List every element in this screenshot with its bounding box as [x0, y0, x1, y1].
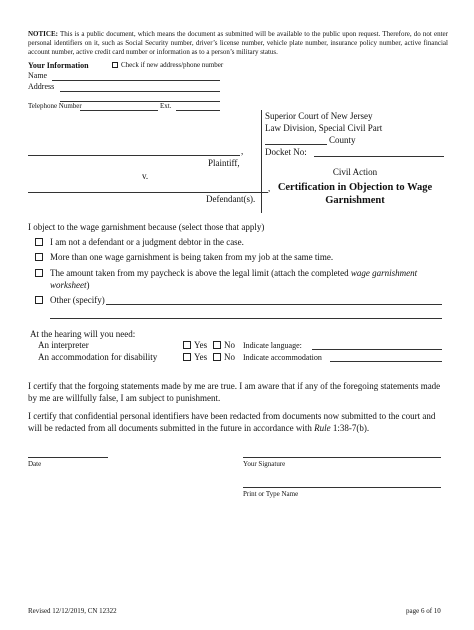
plaintiff-name-field[interactable] [28, 155, 240, 156]
objection-option-3-line2 [50, 280, 90, 291]
telephone-field[interactable] [80, 110, 158, 111]
court-division: Law Division, Special Civil Part [265, 123, 383, 133]
certify-rule-number: 1:38-7(b). [332, 423, 370, 433]
accommodation-yes-label: Yes [194, 352, 208, 362]
address-field-2[interactable] [60, 101, 220, 102]
date-label: Date [28, 460, 42, 468]
caption-divider [261, 110, 262, 213]
objection-option-1: I am not a defendant or a judgment debtor in the case. [50, 237, 244, 247]
telephone-label: Telephone Number [28, 102, 82, 110]
court-name: Superior Court of New Jersey [265, 111, 373, 121]
accommodation-label: An accommodation for disability [38, 352, 158, 362]
interpreter-yes-label: Yes [194, 340, 208, 350]
form-title-line2: Garnishment [325, 195, 385, 206]
notice-paragraph [28, 30, 448, 57]
county-label: County [329, 135, 356, 145]
accommodation-field[interactable] [330, 361, 442, 362]
new-address-checkbox[interactable] [112, 62, 118, 68]
language-label: Indicate language: [243, 341, 302, 350]
language-field[interactable] [312, 349, 442, 350]
notice-label: NOTICE: [28, 30, 58, 38]
hearing-intro: At the hearing will you need: [30, 329, 136, 339]
interpreter-no-label: No [224, 340, 235, 350]
date-field[interactable] [28, 457, 108, 458]
accommodation-yes-checkbox[interactable] [183, 353, 191, 361]
accommodation-no-label: No [224, 352, 235, 362]
objection-checkbox-1[interactable] [35, 238, 43, 246]
name-label: Name [28, 71, 48, 80]
county-field[interactable] [265, 144, 327, 145]
accommodation-indicate-label: Indicate accommodation [243, 353, 322, 362]
print-name-field[interactable] [243, 487, 441, 488]
objection-option-4: Other (specify) [50, 295, 105, 305]
certify-redaction-text: I certify that confidential personal identifiers have been redacted from documents now submitted to the court and will be redacted from all documents submitted in the future in accordance with [28, 411, 436, 433]
form-title [265, 181, 445, 207]
new-address-label: Check if new address/phone number [121, 61, 224, 69]
civil-action-label: Civil Action [332, 167, 378, 177]
certify-truth-paragraph: I certify that the forgoing statements made by me are true. I am aware that if any of the foregoing statements made by me are willfully false, I am subject to punishment. [28, 381, 441, 403]
objection-checkbox-3[interactable] [35, 269, 43, 277]
other-specify-field-1[interactable] [106, 304, 442, 305]
interpreter-yes-checkbox[interactable] [183, 341, 191, 349]
page-number: page 6 of 10 [406, 607, 441, 615]
address-label: Address [28, 82, 55, 91]
defendant-comma: , [268, 183, 271, 193]
defendant-label: Defendant(s). [206, 194, 256, 204]
address-field-1[interactable] [60, 91, 220, 92]
certify-rule-italic: Rule [314, 423, 331, 433]
defendant-name-field[interactable] [28, 192, 268, 193]
name-field[interactable] [52, 80, 220, 81]
objection-intro: I object to the wage garnishment because (select those that apply) [28, 222, 265, 232]
objection-checkbox-2[interactable] [35, 253, 43, 261]
signature-label: Your Signature [243, 460, 286, 468]
certify-redaction-paragraph [28, 410, 448, 434]
your-info-heading: Your Information [28, 61, 89, 70]
accommodation-no-checkbox[interactable] [213, 353, 221, 361]
form-title-line1: Certification in Objection to Wage [277, 182, 433, 193]
print-name-label: Print or Type Name [243, 490, 299, 498]
objection-option-3-close: ) [86, 280, 90, 290]
objection-option-3-italic: wage garnishment [350, 268, 418, 278]
ext-field[interactable] [176, 110, 220, 111]
other-specify-field-2[interactable] [50, 318, 442, 319]
docket-label: Docket No: [265, 147, 307, 157]
plaintiff-label: Plaintiff, [208, 158, 240, 168]
objection-checkbox-4[interactable] [35, 296, 43, 304]
objection-option-3-italic-2: worksheet [50, 280, 87, 290]
notice-text: This is a public document, which means the document as submitted will be available to the public upon request. Therefore, do not enter personal identifiers on it, such as Social Security number, driver’s license number, vehicle plate number, insurance policy number, active financial account number, active credit card number or information as to a person’s military status. [28, 30, 448, 56]
revision-label: Revised 12/12/2019, CN 12322 [28, 607, 117, 615]
ext-label: Ext. [160, 102, 172, 110]
objection-option-3-text: The amount taken from my paycheck is above the legal limit (attach the completed [50, 268, 349, 278]
objection-option-3 [50, 268, 450, 279]
objection-option-2: More than one wage garnishment is being taken from my job at the same time. [50, 252, 334, 262]
docket-field[interactable] [314, 156, 444, 157]
interpreter-label: An interpreter [38, 340, 89, 350]
signature-field[interactable] [243, 457, 441, 458]
plaintiff-comma: , [241, 146, 244, 156]
versus-label: v. [142, 171, 149, 181]
interpreter-no-checkbox[interactable] [213, 341, 221, 349]
